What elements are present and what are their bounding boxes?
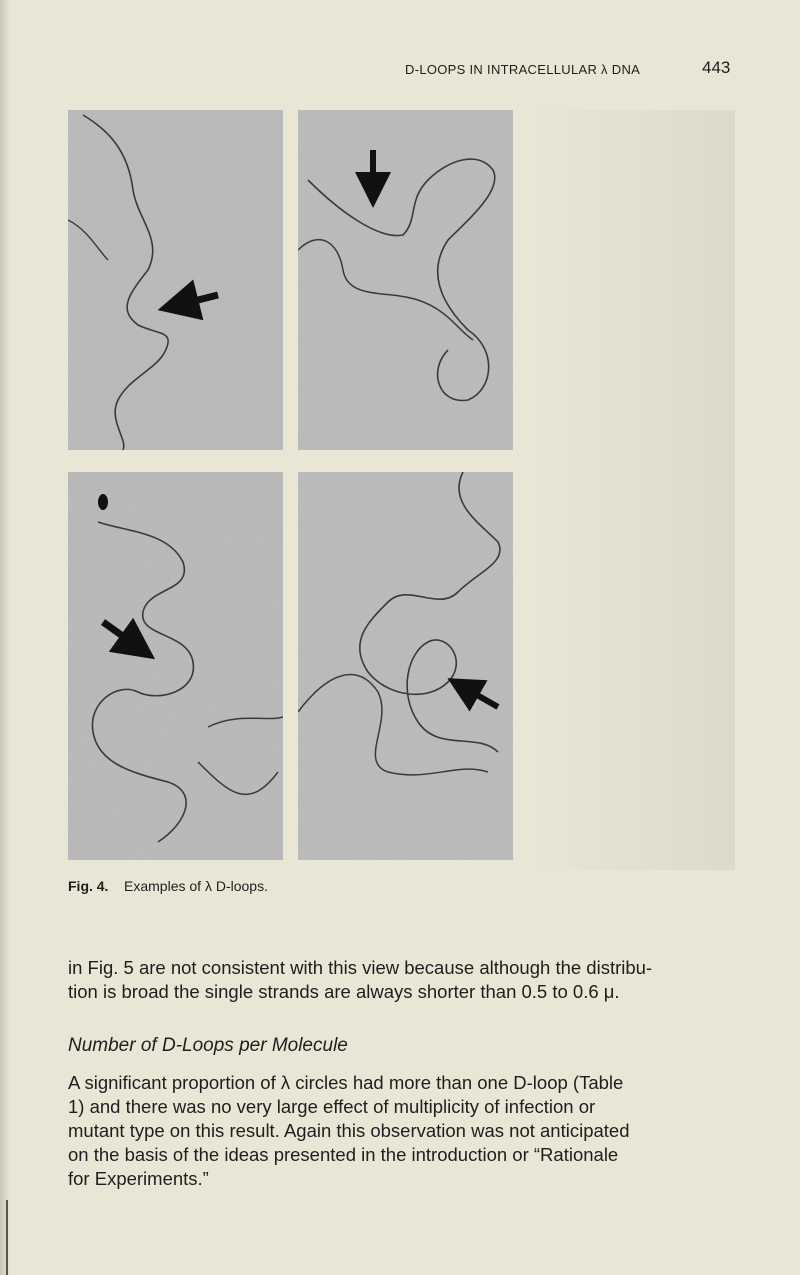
paragraph-1-line-1: in Fig. 5 are not consistent with this view because although the distribu- [68,957,653,978]
figure-4 [68,110,513,862]
paragraph-2-line-3: mutant type on this result. Again this observation was not anticipated [68,1120,630,1141]
caption-text: Examples of λ D-loops. [124,878,268,894]
micrograph-panel-bottom-right [298,472,513,860]
paragraph-1-line-2: tion is broad the single strands are always shorter than 0.5 to 0.6 μ. [68,981,620,1002]
figure-caption [68,878,268,894]
running-head: D-LOOPS IN INTRACELLULAR λ DNA [405,62,641,77]
paragraph-2-line-5: for Experiments.” [68,1168,209,1189]
paragraph-2-line-1: A significant proportion of λ circles had more than one D-loop (Table [68,1072,624,1093]
paragraph-2-line-2: 1) and there was no very large effect of multiplicity of infection or [68,1096,596,1117]
caption-label: Fig. 4. [68,878,109,894]
micrograph-panel-top-left [68,110,283,450]
page-edge-shadow [0,0,10,1275]
gutter-line [6,1200,8,1275]
facing-page-bleed [525,110,735,870]
section-heading: Number of D-Loops per Molecule [68,1035,348,1056]
page-number: 443 [702,58,731,77]
paragraph-2-line-4: on the basis of the ideas presented in the introduction or “Rationale [68,1144,619,1165]
micrograph-panel-bottom-left [68,472,283,860]
micrograph-panel-top-right [298,110,513,450]
